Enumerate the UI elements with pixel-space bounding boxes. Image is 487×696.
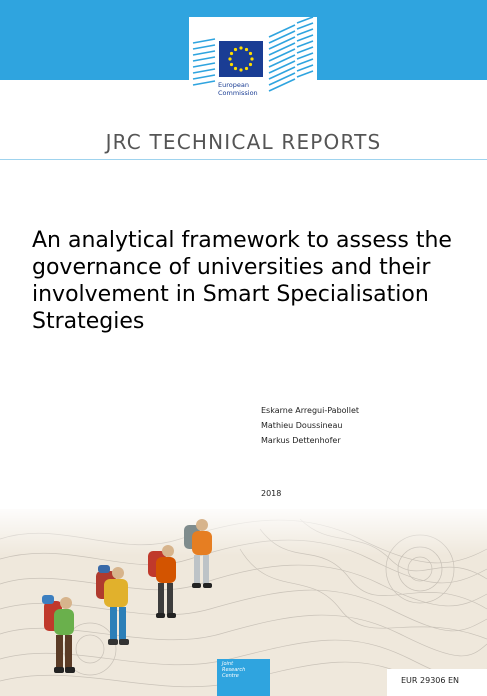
organisation-name [218, 81, 258, 97]
publication-year: 2018 [261, 489, 282, 498]
jrc-logo [217, 659, 270, 696]
eu-flag-icon [219, 41, 263, 77]
title-divider [0, 159, 487, 160]
report-number: EUR 29306 EN [401, 676, 460, 685]
organisation-line-1: European [218, 81, 249, 89]
jrc-line-3: Centre [222, 673, 239, 679]
jrc-logo-text [222, 661, 245, 679]
report-title: An analytical framework to assess the governance of universities and their involvement in Smart Specialisation Strategies [32, 228, 452, 334]
author-name: Mathieu Doussineau [261, 421, 343, 430]
series-title: JRC TECHNICAL REPORTS [105, 130, 382, 154]
author-list [261, 403, 359, 448]
organisation-line-2: Commission [218, 89, 258, 97]
european-commission-logo [189, 17, 317, 107]
author-name: Markus Dettenhofer [261, 436, 341, 445]
jrc-line-1: Joint [222, 661, 234, 667]
jrc-line-2: Research [222, 667, 246, 673]
author-name: Eskarne Arregui-Pabollet [261, 406, 360, 415]
